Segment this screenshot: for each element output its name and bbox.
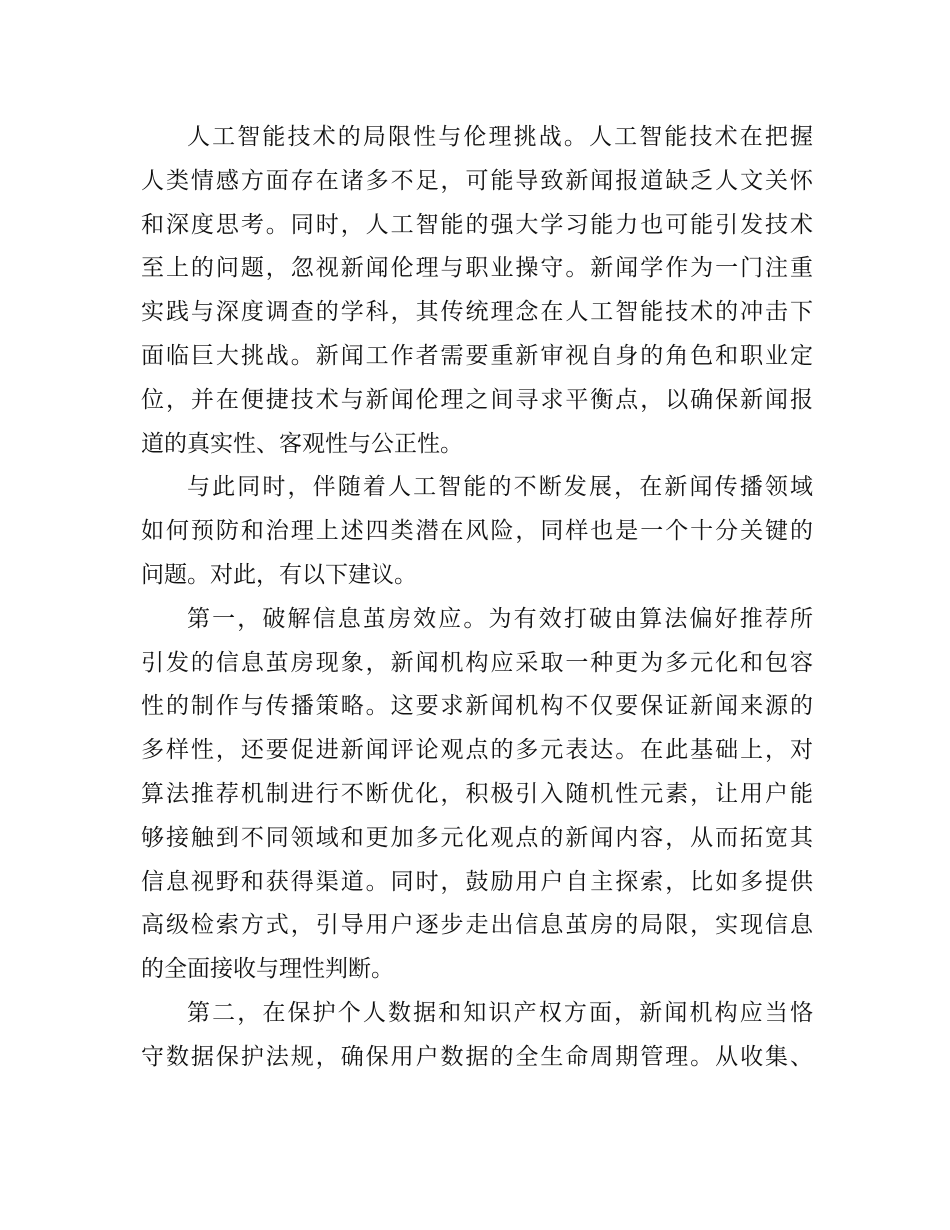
text-line: 算法推荐机制进行不断优化，积极引入随机性元素，让用户能 <box>141 780 813 807</box>
text-line: 实践与深度调查的学科，其传统理念在人工智能技术的冲击下 <box>141 299 813 326</box>
text-line: 第二，在保护个人数据和知识产权方面，新闻机构应当恪 <box>187 999 813 1026</box>
text-line: 性的制作与传播策略。这要求新闻机构不仅要保证新闻来源的 <box>141 693 813 720</box>
text-line: 面临巨大挑战。新闻工作者需要重新审视自身的角色和职业定 <box>141 342 813 369</box>
text-line: 如何预防和治理上述四类潜在风险，同样也是一个十分关键的 <box>141 518 813 545</box>
document-body <box>141 116 813 1080</box>
paragraph-ai-limitations <box>141 116 813 466</box>
text-line: 信息视野和获得渠道。同时，鼓励用户自主探索，比如多提供 <box>141 868 813 895</box>
text-line: 道的真实性、客观性与公正性。 <box>141 430 463 457</box>
text-line: 至上的问题，忽视新闻伦理与职业操守。新闻学作为一门注重 <box>141 255 813 282</box>
text-line: 人类情感方面存在诸多不足，可能导致新闻报道缺乏人文关怀 <box>141 167 813 194</box>
text-line: 位，并在便捷技术与新闻伦理之间寻求平衡点，以确保新闻报 <box>141 386 813 413</box>
text-line: 高级检索方式，引导用户逐步走出信息茧房的局限，实现信息 <box>141 912 813 939</box>
text-line: 问题。对此，有以下建议。 <box>141 561 417 588</box>
text-line: 引发的信息茧房现象，新闻机构应采取一种更为多元化和包容 <box>141 649 813 676</box>
text-line: 人工智能技术的局限性与伦理挑战。人工智能技术在把握 <box>187 124 813 150</box>
paragraph-data-protection <box>141 992 813 1080</box>
paragraph-risk-governance <box>141 466 813 597</box>
text-line: 第一，破解信息茧房效应。为有效打破由算法偏好推荐所 <box>187 605 813 632</box>
text-line: 和深度思考。同时，人工智能的强大学习能力也可能引发技术 <box>141 211 813 238</box>
text-line: 够接触到不同领域和更加多元化观点的新闻内容，从而拓宽其 <box>141 824 813 851</box>
text-line: 的全面接收与理性判断。 <box>141 956 394 983</box>
text-line: 多样性，还要促进新闻评论观点的多元表达。在此基础上，对 <box>141 737 813 764</box>
text-line: 守数据保护法规，确保用户数据的全生命周期管理。从收集、 <box>141 1043 813 1070</box>
paragraph-info-cocoon <box>141 598 813 992</box>
text-line: 与此同时，伴随着人工智能的不断发展，在新闻传播领域 <box>187 474 813 501</box>
